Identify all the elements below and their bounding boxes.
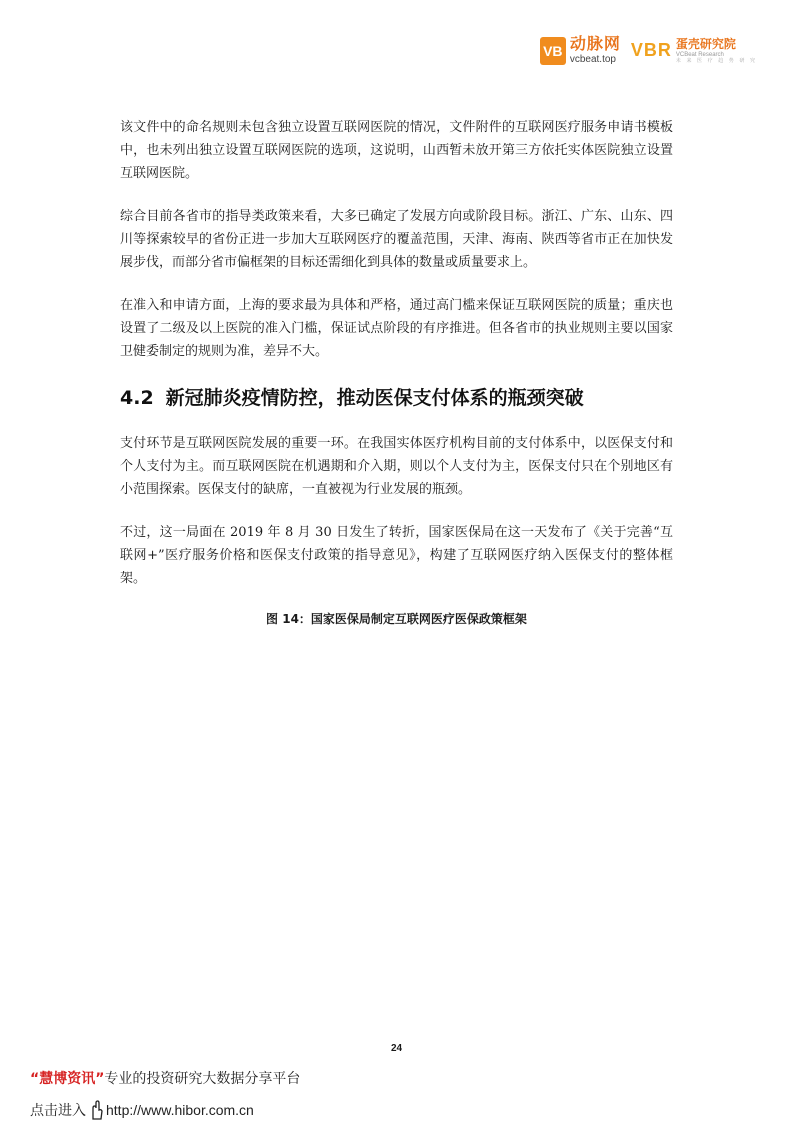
paragraph: 该文件中的命名规则未包含独立设置互联网医院的情况，文件附件的互联网医疗服务申请书模板中，也未列出独立设置互联网医院的选项，这说明，山西暂未放开第三方依托实体医院独立设置互联网医院。: [120, 120, 673, 181]
paragraph: 在准入和申请方面，上海的要求最为具体和严格，通过高门槛来保证互联网医院的质量；重庆也设置了二级及以上医院的准入门槛，保证试点阶段的有序推进。但各省市的执业规则主要以国家卫健委制定的规则为准，差异不大。: [120, 298, 673, 359]
research-tag: 未 来 医 疗 趋 势 研 究: [675, 57, 757, 64]
footer-slogan: 专业的投资研究大数据分享平台: [104, 1071, 301, 1087]
section-title: 新冠肺炎疫情防控，推动医保支付体系的瓶颈突破: [165, 387, 584, 409]
vcbeat-name: 动脉网: [569, 34, 621, 53]
hand-pointer-icon: [88, 1100, 104, 1120]
header-logos: [540, 36, 757, 65]
section-heading: [120, 383, 673, 410]
research-name: 蛋壳研究院: [675, 36, 736, 51]
vcbeat-domain: vcbeat.top: [569, 54, 616, 65]
page-content: [120, 116, 673, 627]
paragraph: 综合目前各省市的指导类政策来看，大多已确定了发展方向或阶段目标。浙江、广东、山东、四川等探索较早的省份正进一步加大互联网医疗的覆盖范围，天津、海南、陕西等省市正在加快发展步伐，而部分省市偏框架的目标还需细化到具体的数量或质量要求上。: [120, 209, 673, 270]
research-mark: VBR: [630, 40, 672, 60]
paragraph: 支付环节是互联网医院发展的重要一环。在我国实体医疗机构目前的支付体系中，以医保支付和个人支付为主。而互联网医院在机遇期和介入期，则以个人支付为主，医保支付只在个别地区有小范围探索。医保支付的缺席，一直被视为行业发展的瓶颈。: [120, 436, 673, 497]
footer: [30, 1068, 300, 1120]
footer-brand: “慧博资讯”: [30, 1071, 105, 1087]
section-number: 4.2: [120, 387, 154, 409]
footer-link[interactable]: http://www.hibor.com.cn: [106, 1102, 254, 1118]
figure-caption: 图 14：国家医保局制定互联网医疗医保政策框架: [266, 612, 527, 626]
vcbeat-logo: [540, 36, 621, 65]
page-number: 24: [390, 1043, 403, 1054]
research-en: VCBeat Research: [675, 51, 724, 58]
vcbeat-badge: VB: [540, 37, 566, 65]
footer-enter-text: 点击进入: [30, 1103, 86, 1119]
vcbeat-research-logo: [631, 38, 757, 64]
paragraph: 不过，这一局面在 2019 年 8 月 30 日发生了转折，国家医保局在这一天发布了《关于完善“互联网+”医疗服务价格和医保支付政策的指导意见》，构建了互联网医疗纳入医保支付的整体框架。: [120, 525, 673, 586]
